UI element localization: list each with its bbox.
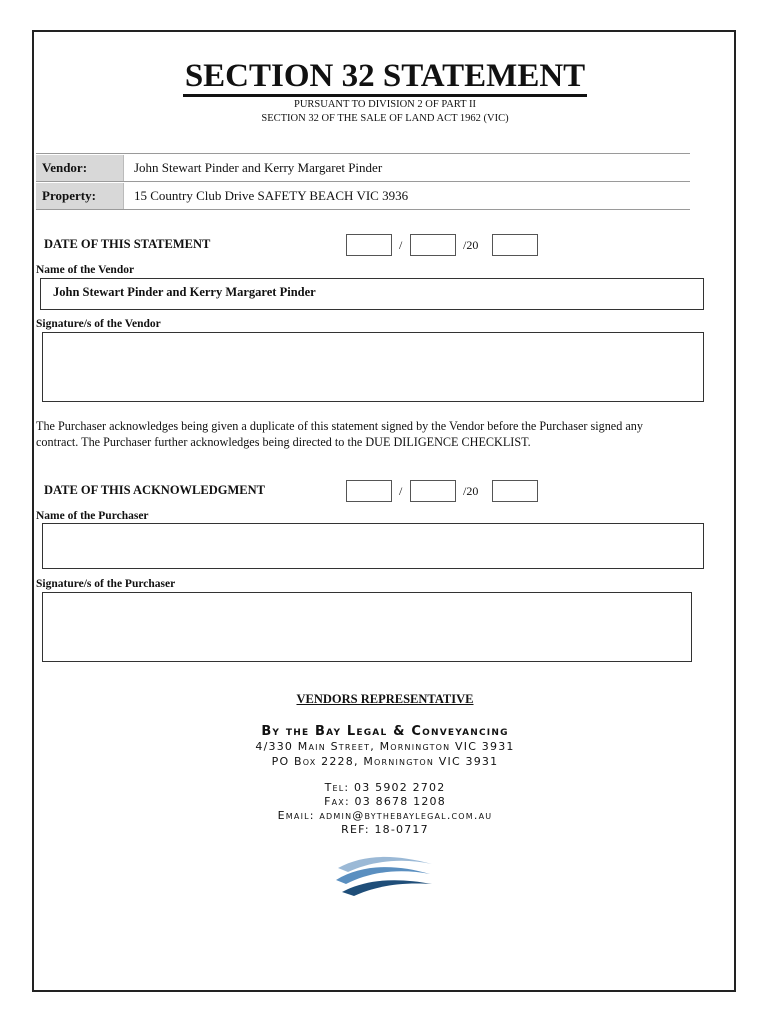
ack-date-slash: / xyxy=(399,484,403,498)
firm-address-1: 4/330 Main Street, Mornington VIC 3931 xyxy=(255,740,515,753)
firm-name: By the Bay Legal & Conveyancing xyxy=(261,724,509,739)
property-row xyxy=(36,183,690,209)
document-title: SECTION 32 STATEMENT xyxy=(0,58,770,97)
representative-heading: VENDORS REPRESENTATIVE xyxy=(296,692,474,706)
vendor-name-value: John Stewart Pinder and Kerry Margaret Pinder xyxy=(53,285,316,299)
statement-year-prefix: /20 xyxy=(463,238,479,252)
vendor-name-field[interactable] xyxy=(40,278,704,310)
purchaser-name-label: Name of the Purchaser xyxy=(36,510,149,522)
purchaser-name-field[interactable] xyxy=(42,523,704,569)
firm-address-2: PO Box 2228, Mornington VIC 3931 xyxy=(271,755,499,768)
table-top-rule xyxy=(36,153,690,154)
ack-year-box[interactable] xyxy=(492,480,538,502)
ack-month-box[interactable] xyxy=(410,480,456,502)
ack-date-label: DATE OF THIS ACKNOWLEDGMENT xyxy=(44,483,265,497)
ack-year-prefix: /20 xyxy=(463,484,479,498)
statement-day-box[interactable] xyxy=(346,234,392,256)
table-middle-rule xyxy=(36,181,690,182)
statement-year-box[interactable] xyxy=(492,234,538,256)
firm-email: Email: admin@bythebaylegal.com.au xyxy=(277,809,493,822)
subtitle-line-2: SECTION 32 OF THE SALE OF LAND ACT 1962 (VIC) xyxy=(261,113,509,124)
subtitle-line-1: PURSUANT TO DIVISION 2 OF PART II xyxy=(294,99,476,110)
vendor-row xyxy=(36,155,690,181)
statement-date-slash: / xyxy=(399,238,403,252)
vendor-signature-box[interactable] xyxy=(42,332,704,402)
ack-day-box[interactable] xyxy=(346,480,392,502)
firm-telephone: Tel: 03 5902 2702 xyxy=(324,781,446,794)
vendor-value: John Stewart Pinder and Kerry Margaret Pinder xyxy=(134,160,383,175)
table-bottom-rule xyxy=(36,209,690,210)
property-value: 15 Country Club Drive SAFETY BEACH VIC 3936 xyxy=(134,188,409,203)
property-label: Property: xyxy=(36,183,124,209)
wave-logo-icon xyxy=(334,850,436,898)
statement-month-box[interactable] xyxy=(410,234,456,256)
purchaser-signature-box[interactable] xyxy=(42,592,692,662)
vendor-name-label: Name of the Vendor xyxy=(36,264,135,276)
purchaser-name-value xyxy=(43,524,703,530)
statement-date-label: DATE OF THIS STATEMENT xyxy=(44,237,211,251)
reference-number: REF: 18-0717 xyxy=(341,823,429,836)
acknowledgement-line-1: The Purchaser acknowledges being given a duplicate of this statement signed by the Vendor before the Purchaser signed any xyxy=(36,419,643,433)
acknowledgement-line-2: contract. The Purchaser further acknowledges being directed to the DUE DILIGENCE CHECKLIST. xyxy=(36,435,531,449)
vendor-label: Vendor: xyxy=(36,155,124,181)
purchaser-signature-label: Signature/s of the Purchaser xyxy=(36,578,176,590)
vendor-signature-label: Signature/s of the Vendor xyxy=(36,318,161,330)
firm-fax: Fax: 03 8678 1208 xyxy=(324,795,446,808)
